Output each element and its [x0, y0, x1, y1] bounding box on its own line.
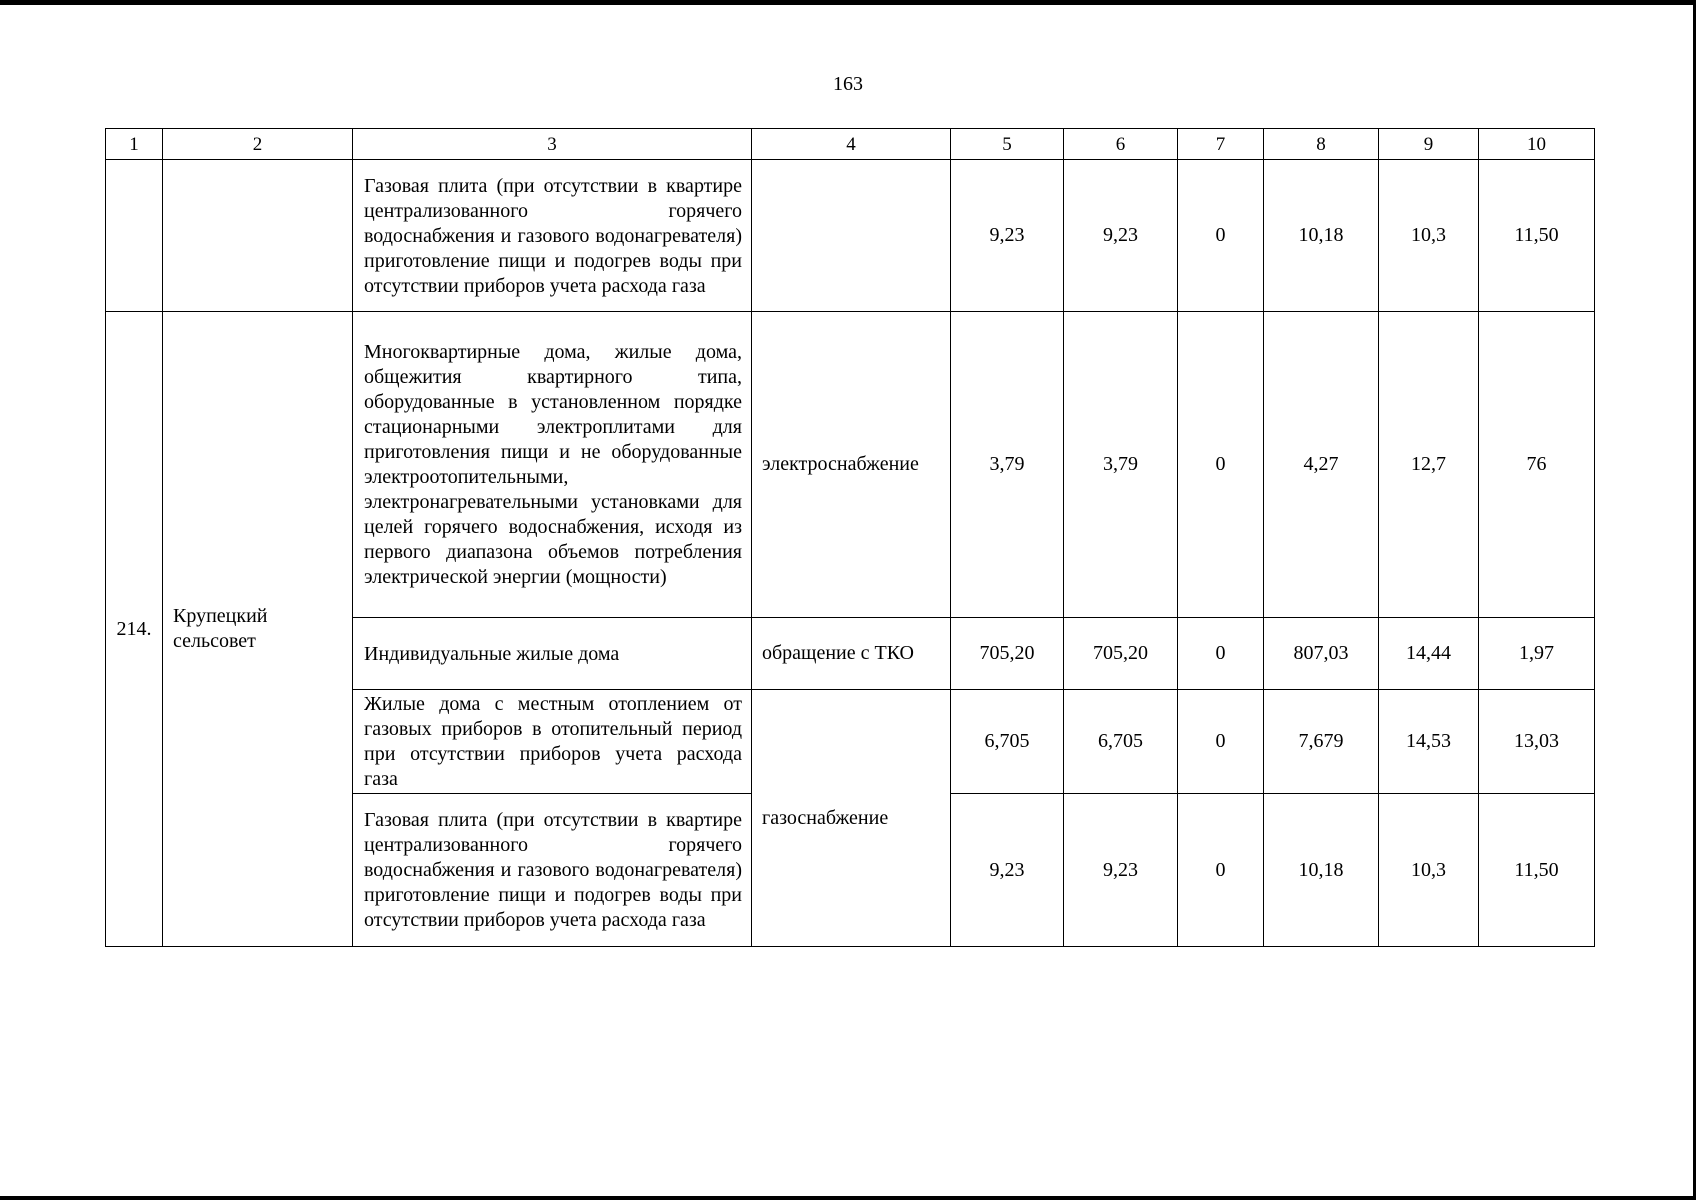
header-cell: 8: [1264, 129, 1379, 160]
row-index: 214.: [106, 312, 163, 947]
header-cell: 5: [951, 129, 1064, 160]
value-cell: 13,03: [1479, 690, 1595, 794]
service-cell: обращение с ТКО: [752, 618, 951, 690]
header-cell: 4: [752, 129, 951, 160]
value-cell: 9,23: [1064, 794, 1178, 947]
page-top-border: [0, 0, 1696, 5]
value-cell: 0: [1178, 690, 1264, 794]
table-row: [106, 312, 1595, 618]
municipality-name-text: Крупецкий сельсовет: [173, 605, 268, 652]
value-cell: 3,79: [1064, 312, 1178, 618]
value-cell: 6,705: [951, 690, 1064, 794]
header-cell: 2: [163, 129, 353, 160]
header-cell: 3: [353, 129, 752, 160]
header-cell: 6: [1064, 129, 1178, 160]
value-cell: 0: [1178, 794, 1264, 947]
header-cell: 9: [1379, 129, 1479, 160]
municipality-name: [163, 312, 353, 947]
header-cell: 10: [1479, 129, 1595, 160]
description-cell: Жилые дома с местным отоплением от газовых приборов в отопительный период при отсутствии приборов учета расхода газа: [353, 690, 752, 794]
value-cell: 0: [1178, 618, 1264, 690]
value-cell: 11,50: [1479, 794, 1595, 947]
value-cell: 9,23: [951, 160, 1064, 312]
value-cell: 1,97: [1479, 618, 1595, 690]
description-cell: Индивидуальные жилые дома: [353, 618, 752, 690]
value-cell: 3,79: [951, 312, 1064, 618]
value-cell: 9,23: [1064, 160, 1178, 312]
description-cell: Газовая плита (при отсутствии в квартире централизованного горячего водоснабжения и газового водонагревателя) приготовление пищи и подогрев воды при отсутствии приборов учета расхода газа: [353, 160, 752, 312]
page-number: 163: [833, 73, 863, 95]
value-cell: 0: [1178, 160, 1264, 312]
header-cell: 7: [1178, 129, 1264, 160]
value-cell: 10,3: [1379, 794, 1479, 947]
value-cell: 7,679: [1264, 690, 1379, 794]
service-cell: газоснабжение: [752, 690, 951, 947]
description-cell: Газовая плита (при отсутствии в квартире централизованного горячего водоснабжения и газового водонагревателя) приготовление пищи и подогрев воды при отсутствии приборов учета расхода газа: [353, 794, 752, 947]
page-bottom-border: [0, 1196, 1696, 1200]
table-header-row: [106, 129, 1595, 160]
index-cell: [106, 160, 163, 312]
value-cell: 9,23: [951, 794, 1064, 947]
value-cell: 11,50: [1479, 160, 1595, 312]
table-row: [106, 160, 1595, 312]
value-cell: 76: [1479, 312, 1595, 618]
value-cell: 10,18: [1264, 160, 1379, 312]
value-cell: 0: [1178, 312, 1264, 618]
value-cell: 807,03: [1264, 618, 1379, 690]
value-cell: 4,27: [1264, 312, 1379, 618]
value-cell: 12,7: [1379, 312, 1479, 618]
value-cell: 14,44: [1379, 618, 1479, 690]
value-cell: 10,18: [1264, 794, 1379, 947]
value-cell: 10,3: [1379, 160, 1479, 312]
value-cell: 705,20: [951, 618, 1064, 690]
header-cell: 1: [106, 129, 163, 160]
value-cell: 6,705: [1064, 690, 1178, 794]
service-cell: электроснабжение: [752, 312, 951, 618]
description-cell: Многоквартирные дома, жилые дома, общежития квартирного типа, оборудованные в установленном порядке стационарными электроплитами для приготовления пищи и не оборудованные электроотопительными, электронагревательными установками для целей горячего водоснабжения, исходя из первого диапазона объемов потребления электрической энергии (мощности): [353, 312, 752, 618]
service-cell: [752, 160, 951, 312]
name-cell: [163, 160, 353, 312]
value-cell: 14,53: [1379, 690, 1479, 794]
value-cell: 705,20: [1064, 618, 1178, 690]
tariff-table: [105, 128, 1595, 947]
